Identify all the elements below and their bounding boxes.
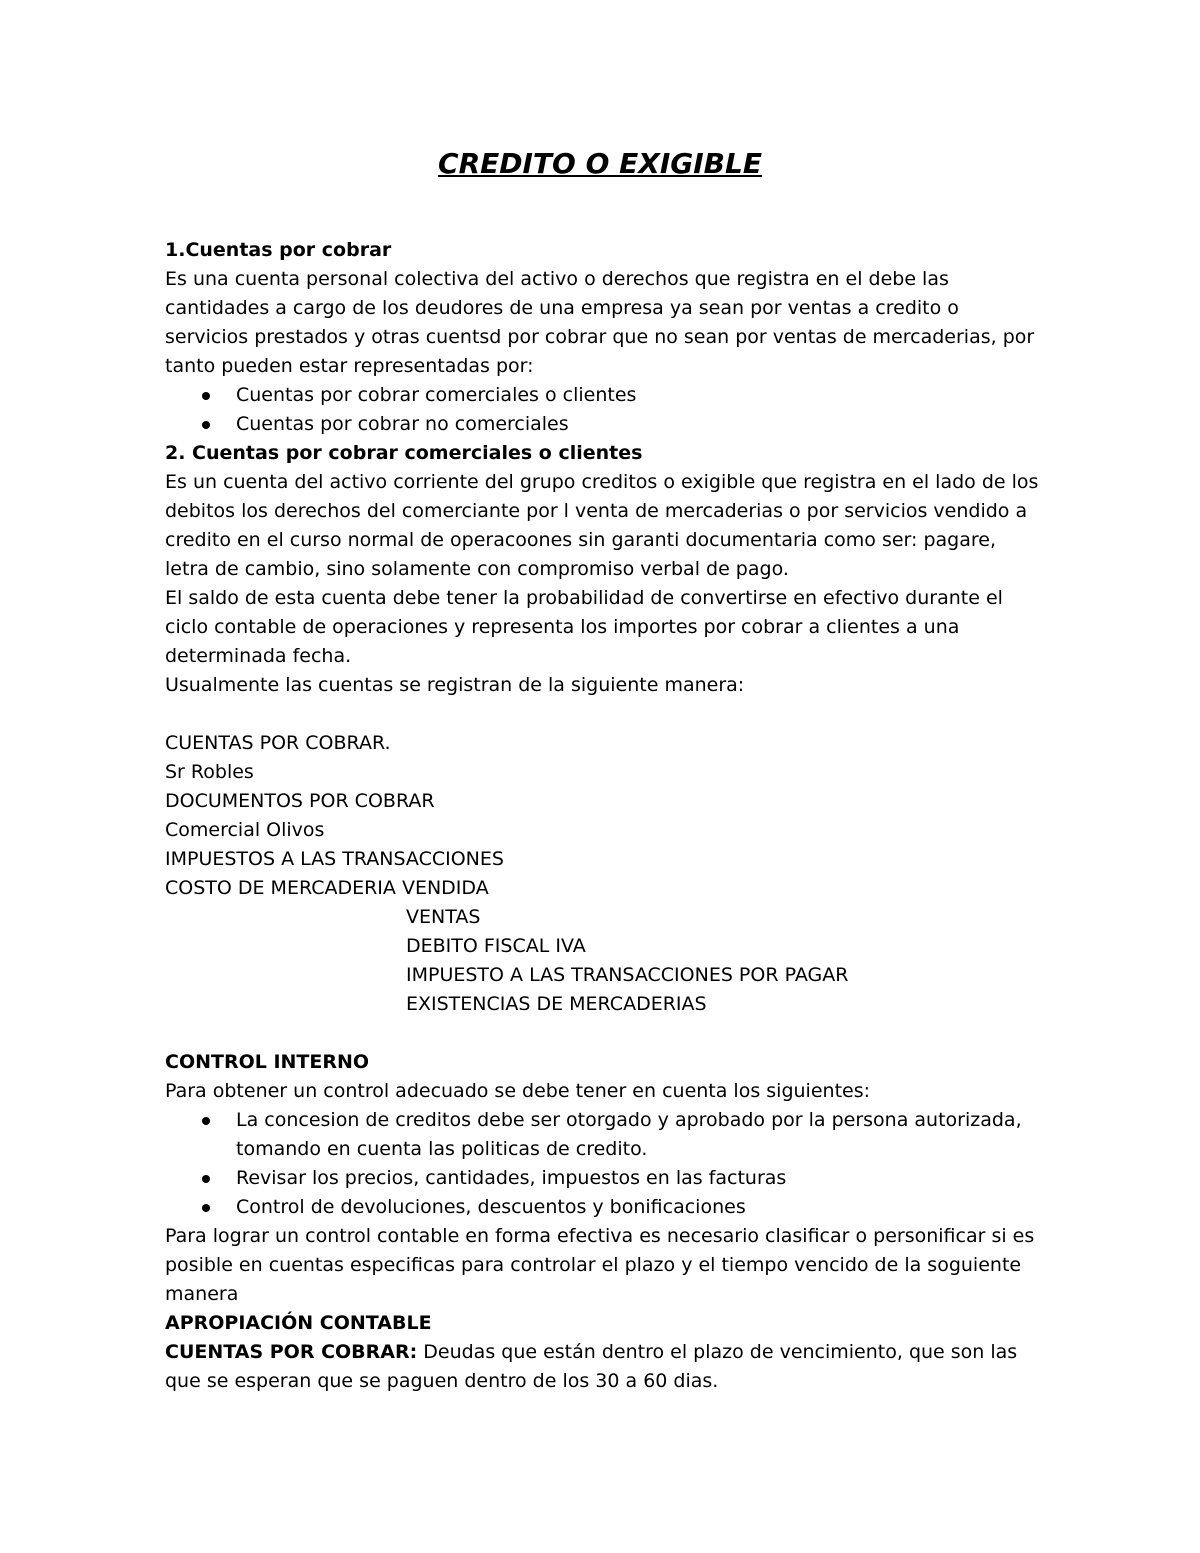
debit-entry: CUENTAS POR COBRAR. (165, 732, 391, 754)
paragraph-line: debitos los derechos del comerciante por l venta de mercaderias o por servicios vendido a (165, 500, 1028, 522)
paragraph-line: manera (165, 1283, 239, 1305)
list-item (165, 1106, 1035, 1164)
credit-entry: IMPUESTO A LAS TRANSACCIONES POR PAGAR (406, 964, 849, 986)
bullet-icon (202, 1117, 210, 1125)
credit-entry: EXISTENCIAS DE MERCADERIAS (406, 993, 707, 1015)
credit-entry: VENTAS (406, 906, 481, 928)
debit-entry: IMPUESTOS A LAS TRANSACCIONES (165, 848, 504, 870)
document-title: CREDITO O EXIGIBLE (438, 147, 762, 180)
paragraph-line: Para lograr un control contable en forma efectiva es necesario clasificar o personificar si es (165, 1225, 1035, 1247)
list-item-text: La concesion de creditos debe ser otorgado y aprobado por la persona autorizada, (236, 1109, 1022, 1131)
paragraph-line: posible en cuentas especificas para controlar el plazo y el tiempo vencido de la soguiente (165, 1254, 1022, 1276)
paragraph-line: Usualmente las cuentas se registran de la siguiente manera: (165, 674, 745, 696)
list-item-text: Control de devoluciones, descuentos y bonificaciones (236, 1196, 746, 1218)
paragraph-line: cantidades a cargo de los deudores de una empresa ya sean por ventas a credito o (165, 297, 959, 319)
control-heading: CONTROL INTERNO (165, 1051, 370, 1073)
bullet-icon (202, 1175, 210, 1183)
bullet-icon (202, 392, 210, 400)
paragraph-line: que se esperan que se paguen dentro de los 30 a 60 dias. (165, 1370, 719, 1392)
paragraph-line (165, 1338, 1035, 1367)
debit-entry: Comercial Olivos (165, 819, 325, 841)
list-item-text: Cuentas por cobrar comerciales o clientes (236, 384, 637, 406)
paragraph-line: credito en el curso normal de operacoones sin garanti documentaria como ser: pagare, (165, 529, 997, 551)
blank-line (165, 700, 1035, 729)
paragraph-line: determinada fecha. (165, 645, 352, 667)
bullet-icon (202, 421, 210, 429)
paragraph-line: El saldo de esta cuenta debe tener la probabilidad de convertirse en efectivo durante el (165, 587, 1003, 609)
list-item-text: tomando en cuenta las politicas de credito. (236, 1138, 648, 1160)
paragraph-line: Es un cuenta del activo corriente del grupo creditos o exigible que registra en el lado de los (165, 471, 1039, 493)
credit-entry: DEBITO FISCAL IVA (406, 935, 586, 957)
document-page (165, 0, 1045, 1553)
paragraph-line: Es una cuenta personal colectiva del activo o derechos que registra en el debe las (165, 268, 949, 290)
list-item-text: Cuentas por cobrar no comerciales (236, 413, 569, 435)
debit-entry: Sr Robles (165, 761, 254, 783)
paragraph-line: letra de cambio, sino solamente con compromiso verbal de pago. (165, 558, 789, 580)
term-label: CUENTAS POR COBRAR: (165, 1341, 418, 1363)
control-bullet-list (165, 1106, 1035, 1222)
section1-bullet-list (165, 381, 1035, 439)
list-item-text: Revisar los precios, cantidades, impuestos en las facturas (236, 1167, 787, 1189)
paragraph-line: ciclo contable de operaciones y representa los importes por cobrar a clientes a una (165, 616, 960, 638)
list-item (165, 1164, 1035, 1193)
section1-heading: 1.Cuentas por cobrar (165, 239, 392, 261)
term-definition: Deudas que están dentro el plazo de vencimiento, que son las (417, 1341, 1018, 1363)
paragraph-line: Para obtener un control adecuado se debe tener en cuenta los siguientes: (165, 1080, 871, 1102)
paragraph-line: servicios prestados y otras cuentsd por cobrar que no sean por ventas de mercaderias, por (165, 326, 1035, 348)
document-body (165, 236, 1039, 1396)
debit-entry: DOCUMENTOS POR COBRAR (165, 790, 435, 812)
section2-heading: 2. Cuentas por cobrar comerciales o clientes (165, 442, 643, 464)
bullet-icon (202, 1204, 210, 1212)
blank-line (165, 1019, 1035, 1048)
debit-entry: COSTO DE MERCADERIA VENDIDA (165, 877, 489, 899)
paragraph-line: tanto pueden estar representadas por: (165, 355, 534, 377)
list-item (165, 410, 1035, 439)
list-item (165, 1193, 1035, 1222)
apropiacion-heading: APROPIACIÓN CONTABLE (165, 1312, 432, 1334)
list-item (165, 381, 1035, 410)
